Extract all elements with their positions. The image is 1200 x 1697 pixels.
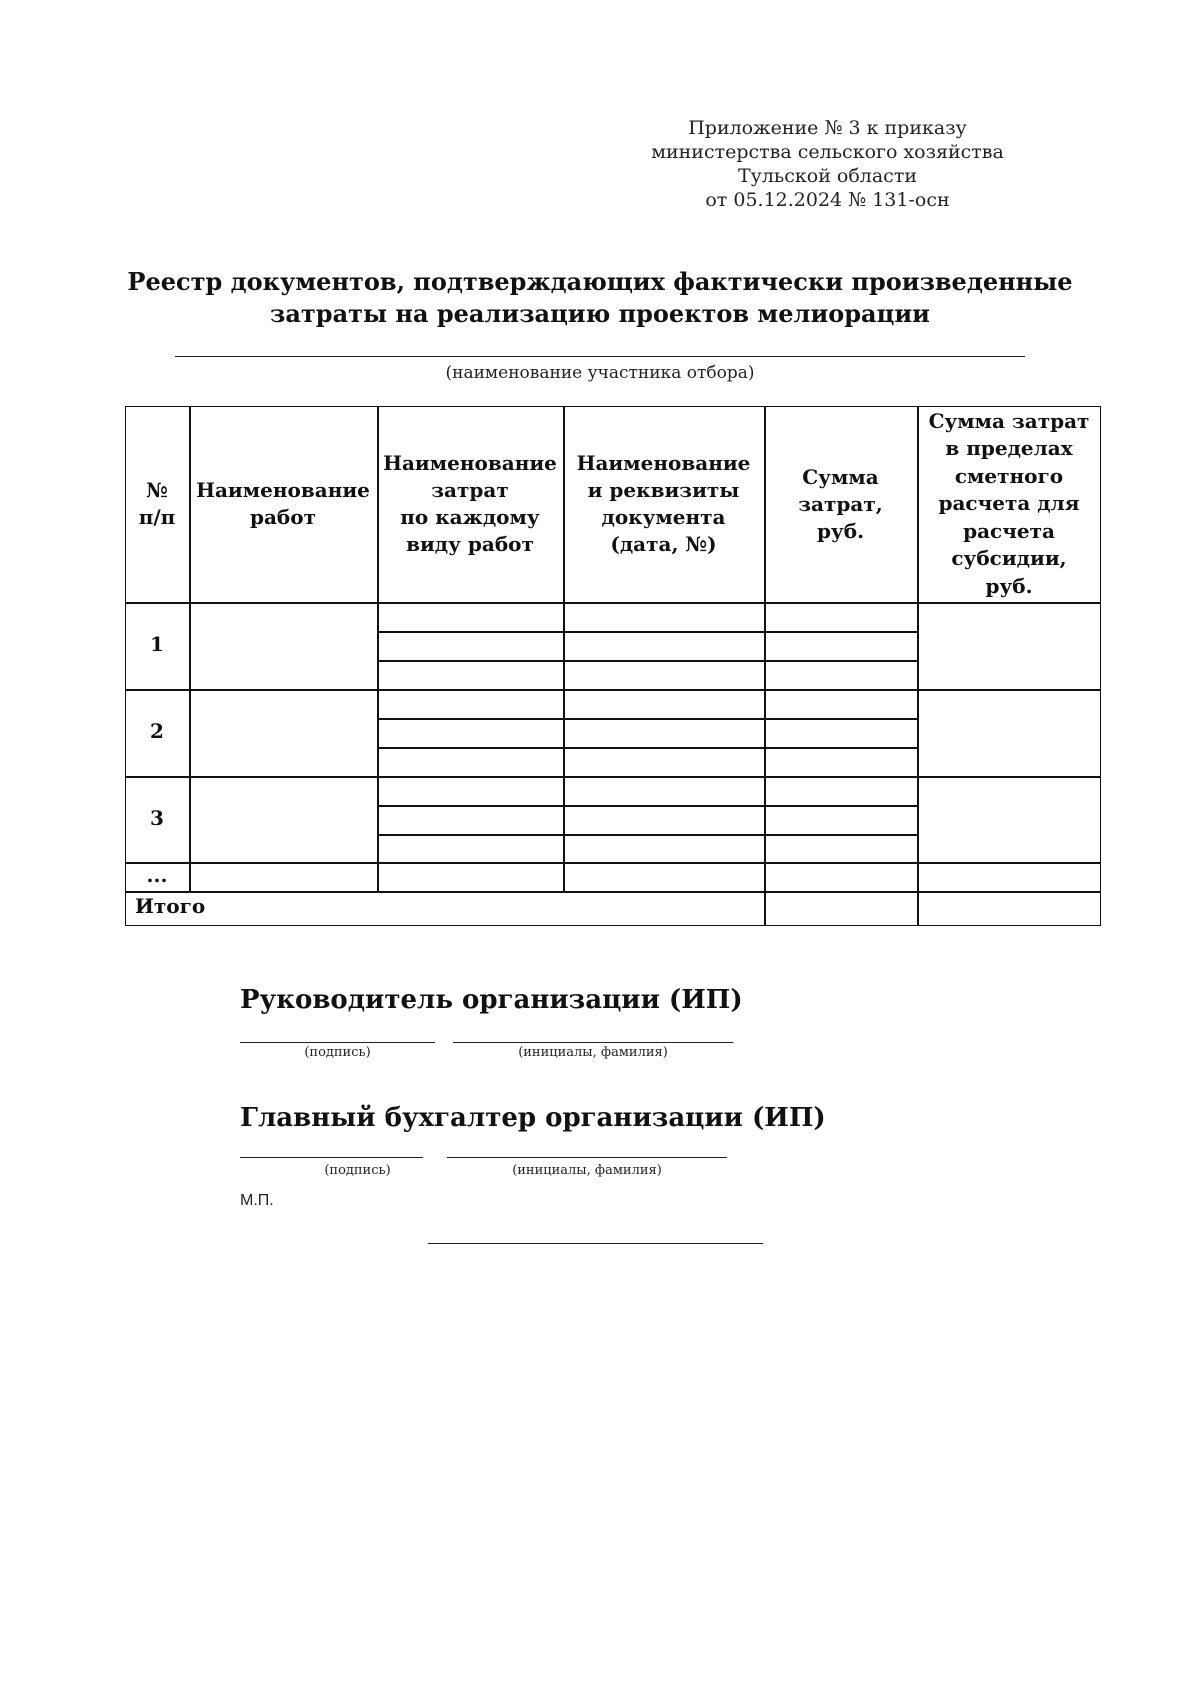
header-cost-sum: Сумма затрат, руб. — [798, 464, 883, 543]
row-number-ellipsis: ... — [146, 863, 168, 887]
table-hline — [125, 862, 1101, 864]
accountant-signature-caption: (подпись) — [324, 1163, 391, 1178]
appendix-line-4: от 05.12.2024 № 131-осн — [705, 189, 950, 211]
header-subsidy-sum: Сумма затрат в пределах сметного расчета для расчета субсидии, руб. — [928, 408, 1090, 598]
stamp-label: М.П. — [240, 1192, 274, 1209]
accountant-name-caption: (инициалы, фамилия) — [512, 1163, 662, 1178]
table-hline — [125, 891, 1101, 893]
table-subrow-line — [377, 660, 917, 662]
row-number-2: 2 — [150, 719, 164, 743]
header-cost-name: Наименование затрат по каждому виду работ — [383, 451, 557, 556]
header-work-name: Наименование работ — [196, 478, 370, 529]
accountant-name-line — [447, 1157, 727, 1158]
row-number-1: 1 — [150, 632, 164, 656]
header-document-details: Наименование и реквизиты документа (дата, №) — [576, 451, 751, 556]
table-subrow-line — [377, 631, 917, 633]
head-name-line — [453, 1042, 733, 1043]
row-number-3: 3 — [150, 806, 164, 830]
table-subrow-line — [377, 718, 917, 720]
appendix-line-3: Тульской области — [737, 165, 917, 187]
appendix-line-2: министерства сельского хозяйства — [651, 141, 1004, 163]
accountant-signature-line — [240, 1157, 423, 1158]
table-subrow-line — [377, 805, 917, 807]
head-name-caption: (инициалы, фамилия) — [518, 1045, 668, 1060]
total-label: Итого — [135, 894, 206, 918]
accountant-title: Главный бухгалтер организации (ИП) — [240, 1103, 826, 1133]
table-hline — [125, 776, 1101, 778]
participant-caption: (наименование участника отбора) — [445, 363, 755, 383]
document-title-line-2: затраты на реализацию проектов мелиорации — [270, 299, 930, 328]
table-hline — [125, 689, 1101, 691]
appendix-note — [640, 116, 1015, 212]
table-subrow-line — [377, 747, 917, 749]
table-hline — [125, 602, 1101, 604]
table-subrow-line — [377, 834, 917, 836]
head-signature-caption: (подпись) — [304, 1045, 371, 1060]
participant-name-line — [175, 356, 1025, 357]
head-title: Руководитель организации (ИП) — [240, 985, 743, 1015]
document-title-line-1: Реестр документов, подтверждающих фактически произведенные — [127, 267, 1073, 296]
head-signature-line — [240, 1042, 435, 1043]
header-row-number: № п/п — [138, 478, 176, 529]
bottom-line — [428, 1243, 763, 1244]
appendix-line-1: Приложение № 3 к приказу — [688, 117, 967, 139]
